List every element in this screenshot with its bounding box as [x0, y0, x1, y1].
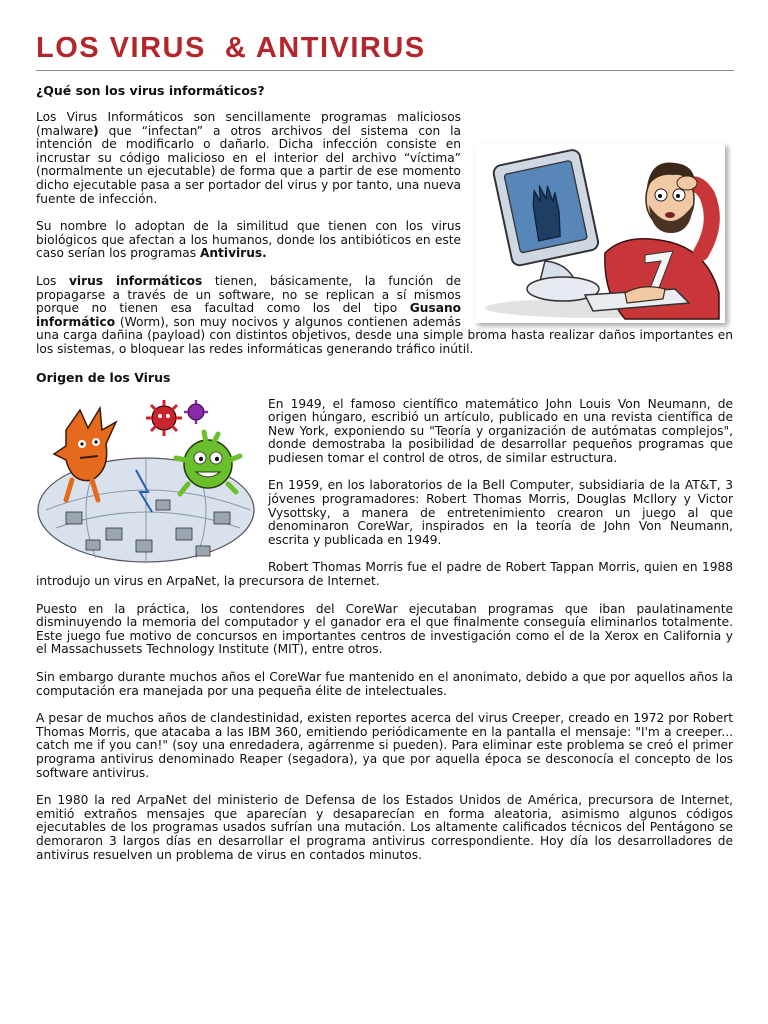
page-title: LOS VIRUS & ANTIVIRUS [36, 32, 426, 64]
paragraph-origen-1949: En 1949, el famoso científico matemático John Louis Von Neumann, de origen húngaro, escribió un artículo, publicado en una revista científica de New York, exponiendo su "Teoría y organización de autómatas complejos", donde demostraba la posibilidad de desarrollar pequeños programas que pudiesen tomar el control de otros, de similar estructura. [268, 396, 733, 465]
title-divider [36, 70, 734, 71]
paragraph-origen-arpanet: En 1980 la red ArpaNet del ministerio de Defensa de los Estados Unidos de América, precursora de Internet, emitió extraños mensajes que aparecían y desaparecían en forma aleatoria, asimismo algunos códigos ejecutables de los programas usados sufrían una mutación. Los altamente calificados técnicos del Pentágono se demoraron 3 largos días en desarrollar el programa antivirus correspondiente. Hoy día los desarrolladores de antivirus resuelven un problema de virus en contados minutos. [36, 793, 733, 862]
virus-network-illustration [36, 400, 258, 565]
paragraph-origen-creeper: A pesar de muchos años de clandestinidad, existen reportes acerca del virus Creeper, creado en 1972 por Robert Thomas Morris, que atacaba a las IBM 360, emitiendo periódicamente en la pantalla el mensaje: "I'm a creeper... catch me if you can!" (soy una enredadera, agárrenme si pueden). Para eliminar este problema se creó el primer programa antivirus denominado Reaper (segadora), ya que por aquella época se desconocía el concepto de los software antivirus. [36, 711, 733, 780]
paragraph-origen-1959: En 1959, en los laboratorios de la Bell Computer, subsidiaria de la AT&T, 3 jóvenes programadores: Robert Thomas Morris, Douglas McIlory y Victor Vysottsky, a manera de entretenimiento crearon un juego al que denominaron CoreWar, inspirados en la teoría de John Von Neumann, escrita y publicada en 1949. [268, 478, 733, 547]
paragraph-origen-anonimato: Sin embargo durante muchos años el CoreWar fue mantenido en el anonimato, debido a que por aquellos años la computación era manejada por una pequeña élite de intelectuales. [36, 670, 733, 698]
paragraph-function: Los virus informáticos tienen, básicamente, la función de propagarse a través de un software, no se replican a sí mismos porque no tienen esa facultad como los del tipo Gusano informático (Worm), son muy nocivos y algunos contienen además una carga dañina (payload) con distintos objetivos, desde una simple broma hasta realizar daños importantes en los sistemas, o bloquear las redes informáticas generando tráfico inútil. [36, 273, 733, 356]
section-heading-origen: Origen de los Virus [36, 369, 171, 385]
paragraph-definition: Los Virus Informáticos son sencillamente programas maliciosos (malware) que “infectan” a otros archivos del sistema con la intención de modificarlo o dañarlo. Dicha infección consiste en incrustar su código malicioso en el interior del archivo “víctima” (normalmente un ejecutable) de forma que a partir de ese momento dicho ejecutable pasa a ser portador del virus y por tanto, una nueva fuente de infección. [36, 110, 461, 206]
section-heading-que-son: ¿Qué son los virus informáticos? [36, 83, 265, 98]
paragraph-origen-morris: Robert Thomas Morris fue el padre de Robert Tappan Morris, quien en 1988 introdujo un virus en ArpaNet, la precursora de Internet. [36, 560, 733, 589]
frustrated-user-computer-illustration [475, 143, 725, 323]
document-body [36, 80, 733, 876]
paragraph-origen-corewar: Puesto en la práctica, los contendores del CoreWar ejecutaban programas que iban paulatinamente disminuyendo la memoria del computador y el ganador era el que finalmente conseguía eliminarlos totalmente. Este juego fue motivo de concursos en importantes centros de investigación como el de la Xerox en California y el Massachussets Technology Institute (MIT), entre otros. [36, 601, 733, 657]
paragraph-name-origin: Su nombre lo adoptan de la similitud que tienen con los virus biológicos que afectan a los humanos, donde los antibióticos en este caso serían los programas Antivirus. [36, 219, 461, 261]
